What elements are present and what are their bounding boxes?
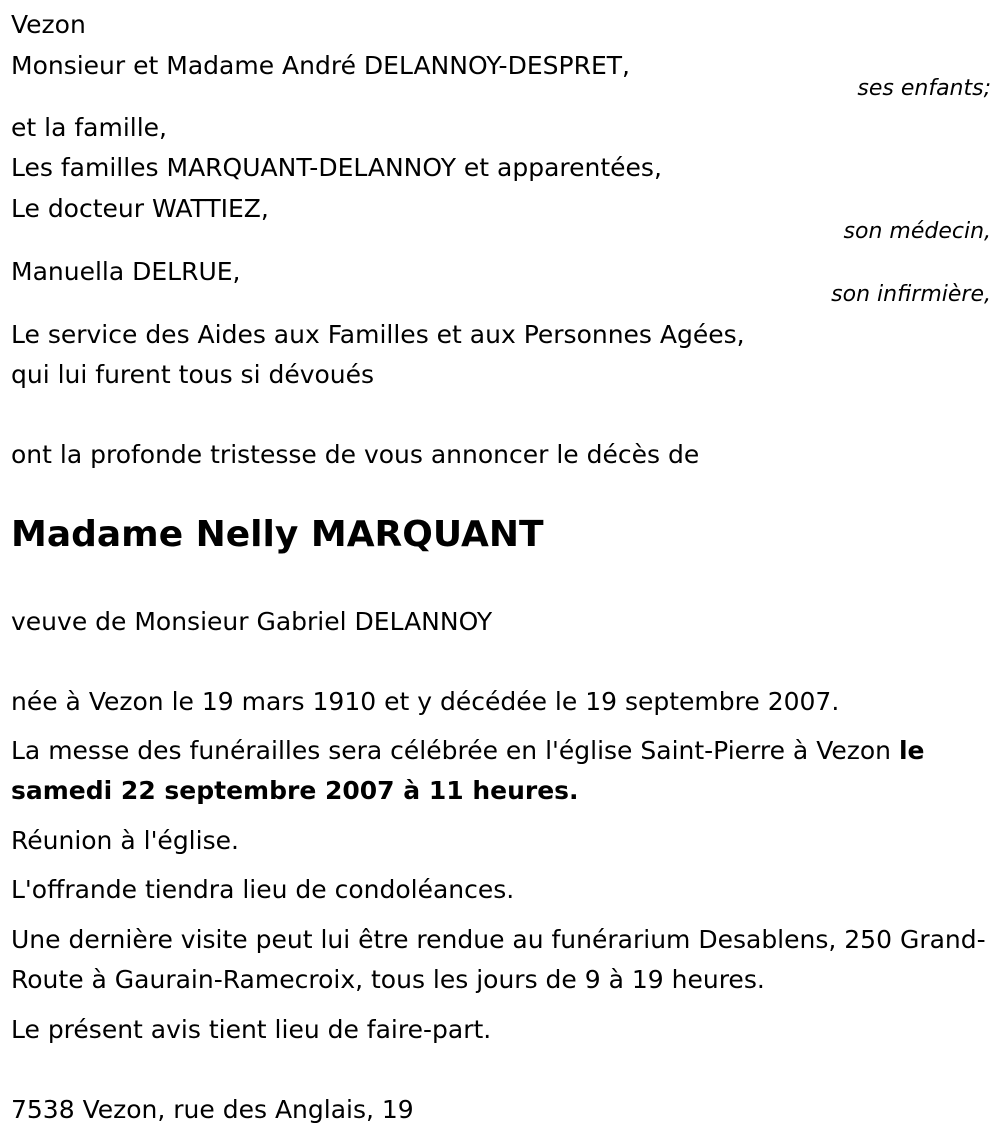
funeral-mass-text: La messe des funérailles sera célébrée en l'église Saint-Pierre à Vezon <box>11 736 899 765</box>
service-line: Le service des Aides aux Familles et aux Personnes Agées, <box>11 320 745 349</box>
funeral-mass-date: le samedi 22 septembre 2007 à 11 heures. <box>11 736 925 805</box>
children-line: Monsieur et Madame André DELANNOY-DESPRET, <box>11 51 630 80</box>
widow-of-line: veuve de Monsieur Gabriel DELANNOY <box>11 607 493 636</box>
visit-paragraph: Une dernière visite peut lui être rendue au funérarium Desablens, 250 Grand-Route à Gaurain-Ramecroix, tous les jours de 9 à 19 heures. <box>11 925 986 994</box>
nurse-line: Manuella DELRUE, <box>11 257 241 286</box>
notice-line: Le présent avis tient lieu de faire-part. <box>11 1015 492 1044</box>
address-line: 7538 Vezon, rue des Anglais, 19 <box>11 1095 414 1124</box>
place-line: Vezon <box>11 10 86 39</box>
doctor-role: son médecin, <box>843 219 991 244</box>
meeting-line: Réunion à l'église. <box>11 826 239 855</box>
announcement-intro: ont la profonde tristesse de vous annoncer le décès de <box>11 440 700 469</box>
devoted-line: qui lui furent tous si dévoués <box>11 360 375 389</box>
family-line: et la famille, <box>11 113 167 142</box>
children-role: ses enfants; <box>857 76 991 101</box>
doctor-line: Le docteur WATTIEZ, <box>11 194 269 223</box>
deceased-name: Madame Nelly MARQUANT <box>11 514 544 555</box>
funeral-mass-paragraph <box>11 731 986 811</box>
families-line: Les familles MARQUANT-DELANNOY et apparentées, <box>11 153 662 182</box>
obituary-notice <box>11 0 991 1145</box>
birth-death-line: née à Vezon le 19 mars 1910 et y décédée le 19 septembre 2007. <box>11 687 840 716</box>
nurse-role: son infirmière, <box>831 282 991 307</box>
offering-line: L'offrande tiendra lieu de condoléances. <box>11 875 515 904</box>
